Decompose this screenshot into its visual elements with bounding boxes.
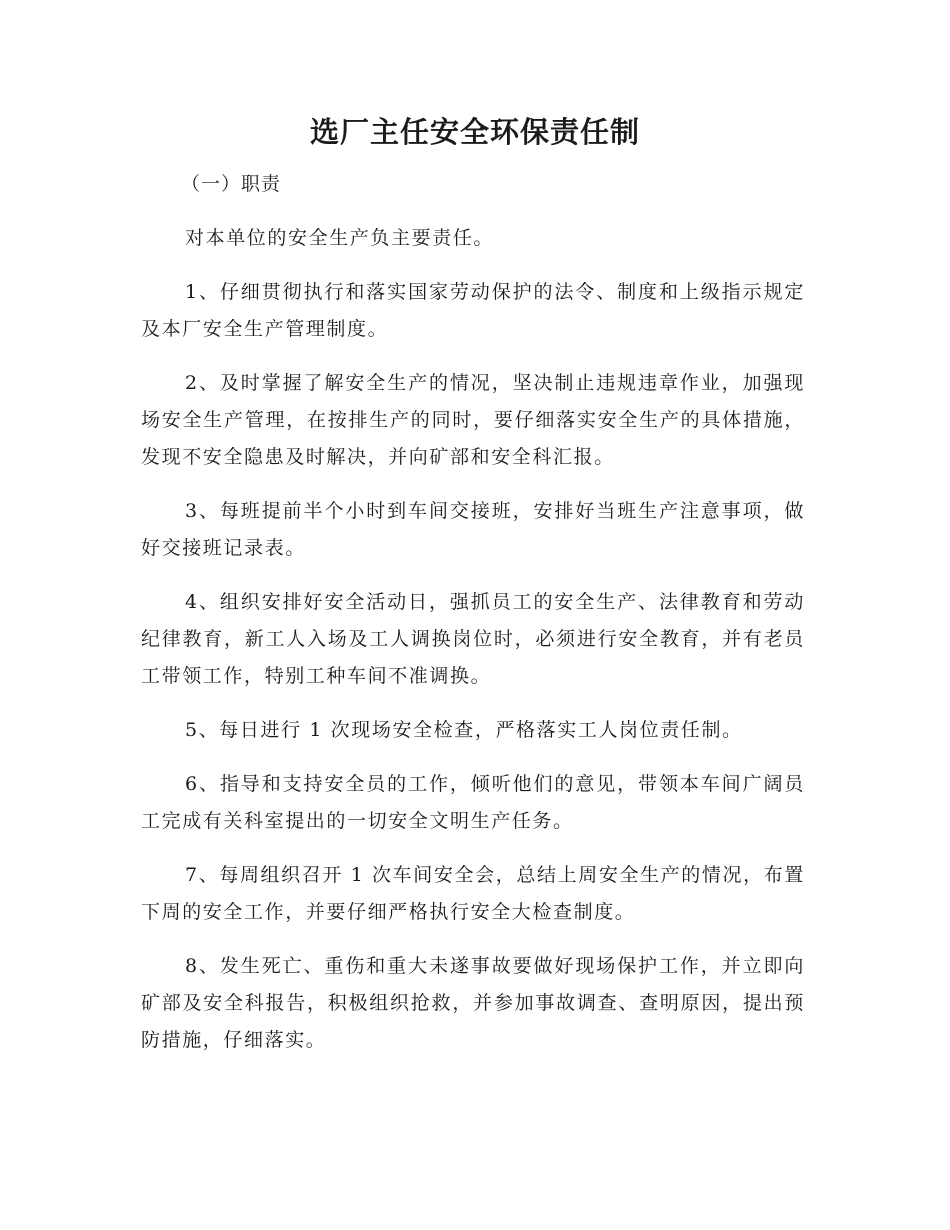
duty-item-8: 8、发生死亡、重伤和重大未遂事故要做好现场保护工作，并立即向矿部及安全科报告，积极组织抢救，并参加事故调查、查明原因，提出预防措施，仔细落实。 [141, 955, 805, 1051]
duty-item-4: 4、组织安排好安全活动日，强抓员工的安全生产、法律教育和劳动纪律教育，新工人入场及工人调换岗位时，必须进行安全教育，并有老员工带领工作，特别工种车间不准调换。 [141, 591, 805, 687]
duty-item-1: 1、仔细贯彻执行和落实国家劳动保护的法令、制度和上级指示规定及本厂安全生产管理制度。 [141, 281, 805, 340]
document-title: 选厂主任安全环保责任制 [309, 115, 640, 149]
duty-item-5: 5、每日进行 1 次现场安全检查，严格落实工人岗位责任制。 [185, 719, 743, 741]
duty-item-3: 3、每班提前半个小时到车间交接班，安排好当班生产注意事项，做好交接班记录表。 [141, 500, 805, 559]
duty-item-6: 6、指导和支持安全员的工作，倾听他们的意见，带领本车间广阔员工完成有关科室提出的一切安全文明生产任务。 [141, 773, 805, 832]
section-heading: （一）职责 [181, 173, 282, 195]
duty-item-7: 7、每周组织召开 1 次车间安全会，总结上周安全生产的情况，布置下周的安全工作，并要仔细严格执行安全大检查制度。 [141, 864, 805, 923]
intro-paragraph: 对本单位的安全生产负主要责任。 [185, 227, 495, 249]
document-body [141, 166, 805, 1059]
duty-item-2: 2、及时掌握了解安全生产的情况，坚决制止违规违章作业，加强现场安全生产管理，在按排生产的同时，要仔细落实安全生产的具体措施，发现不安全隐患及时解决，并向矿部和安全科汇报。 [141, 372, 805, 468]
